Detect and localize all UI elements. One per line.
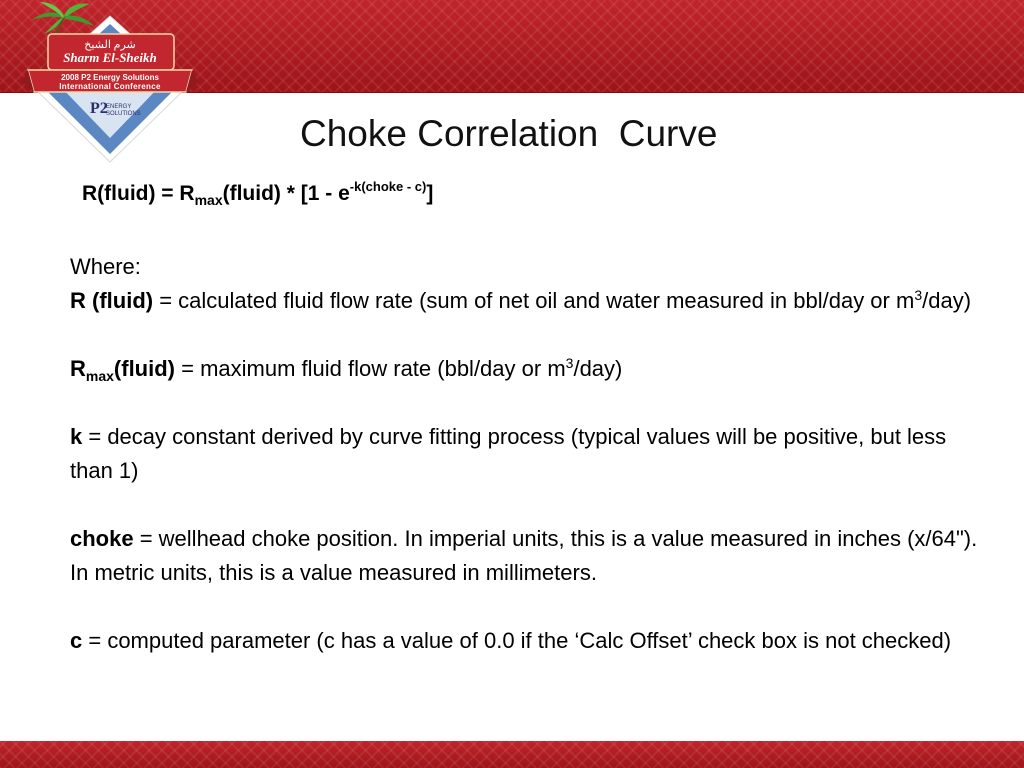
spacer [70,488,980,522]
formula-subscript: max [194,192,223,208]
definition-k-text: = decay constant derived by curve fitting process (typical values will be positive, but less than 1) [70,424,947,483]
definition-r-fluid-text: = calculated fluid flow rate (sum of net oil and water measured in bbl/day or m [153,288,915,313]
spacer [70,318,980,352]
p2-logo-subtext [106,104,141,118]
formula-part-3: ] [426,182,434,205]
definition-k [70,420,980,488]
definition-rmax-text: = maximum fluid flow rate (bbl/day or m [175,356,566,381]
p2-logo-sub-line2: SOLUTIONS [106,111,141,117]
p2-logo-sub-line1: ENERGY [106,104,132,110]
definition-r-fluid-tail: /day) [922,288,972,313]
conference-logo [20,0,200,170]
definitions-body [70,250,980,658]
term-choke: choke [70,526,134,551]
definition-choke-text: = wellhead choke position. In imperial units, this is a value measured in inches (x/64"). In metric units, this is a value measured in millimeters. [70,526,978,585]
spacer [70,590,980,624]
logo-arabic-text: شرم الشيخ [84,39,136,51]
choke-formula [82,179,434,208]
formula-exponent: -k(choke - c) [349,179,427,194]
term-r-fluid: R (fluid) [70,288,154,313]
footer-band [0,741,1024,768]
term-k: k [70,424,83,449]
logo-year-line: 2008 P2 Energy Solutions [61,73,159,82]
term-rmax-sub: max [85,368,114,384]
term-rmax-a: R [70,356,86,381]
definition-rmax-tail: /day) [573,356,623,381]
where-label: Where: [70,254,141,279]
formula-part-2: (fluid) * [1 - e [222,182,350,205]
term-rmax-b: (fluid) [113,356,176,381]
definition-rmax-sup: 3 [565,355,574,371]
definition-rmax [70,352,980,386]
formula-part-1: R(fluid) = R [82,182,195,205]
definition-choke [70,522,980,590]
definition-r-fluid-sup: 3 [914,287,923,303]
spacer [70,386,980,420]
slide-title: Choke Correlation Curve [300,113,718,154]
term-c: c [70,628,83,653]
definition-c-text: = computed parameter (c has a value of 0.0 if the ‘Calc Offset’ check box is not checked) [82,628,952,653]
logo-conference-line: International Conference [59,82,161,91]
logo-city-text: Sharm El-Sheikh [63,50,157,65]
definition-r-fluid [70,284,980,318]
p2-logo-mark: P2 [90,100,108,117]
definition-c [70,624,980,658]
